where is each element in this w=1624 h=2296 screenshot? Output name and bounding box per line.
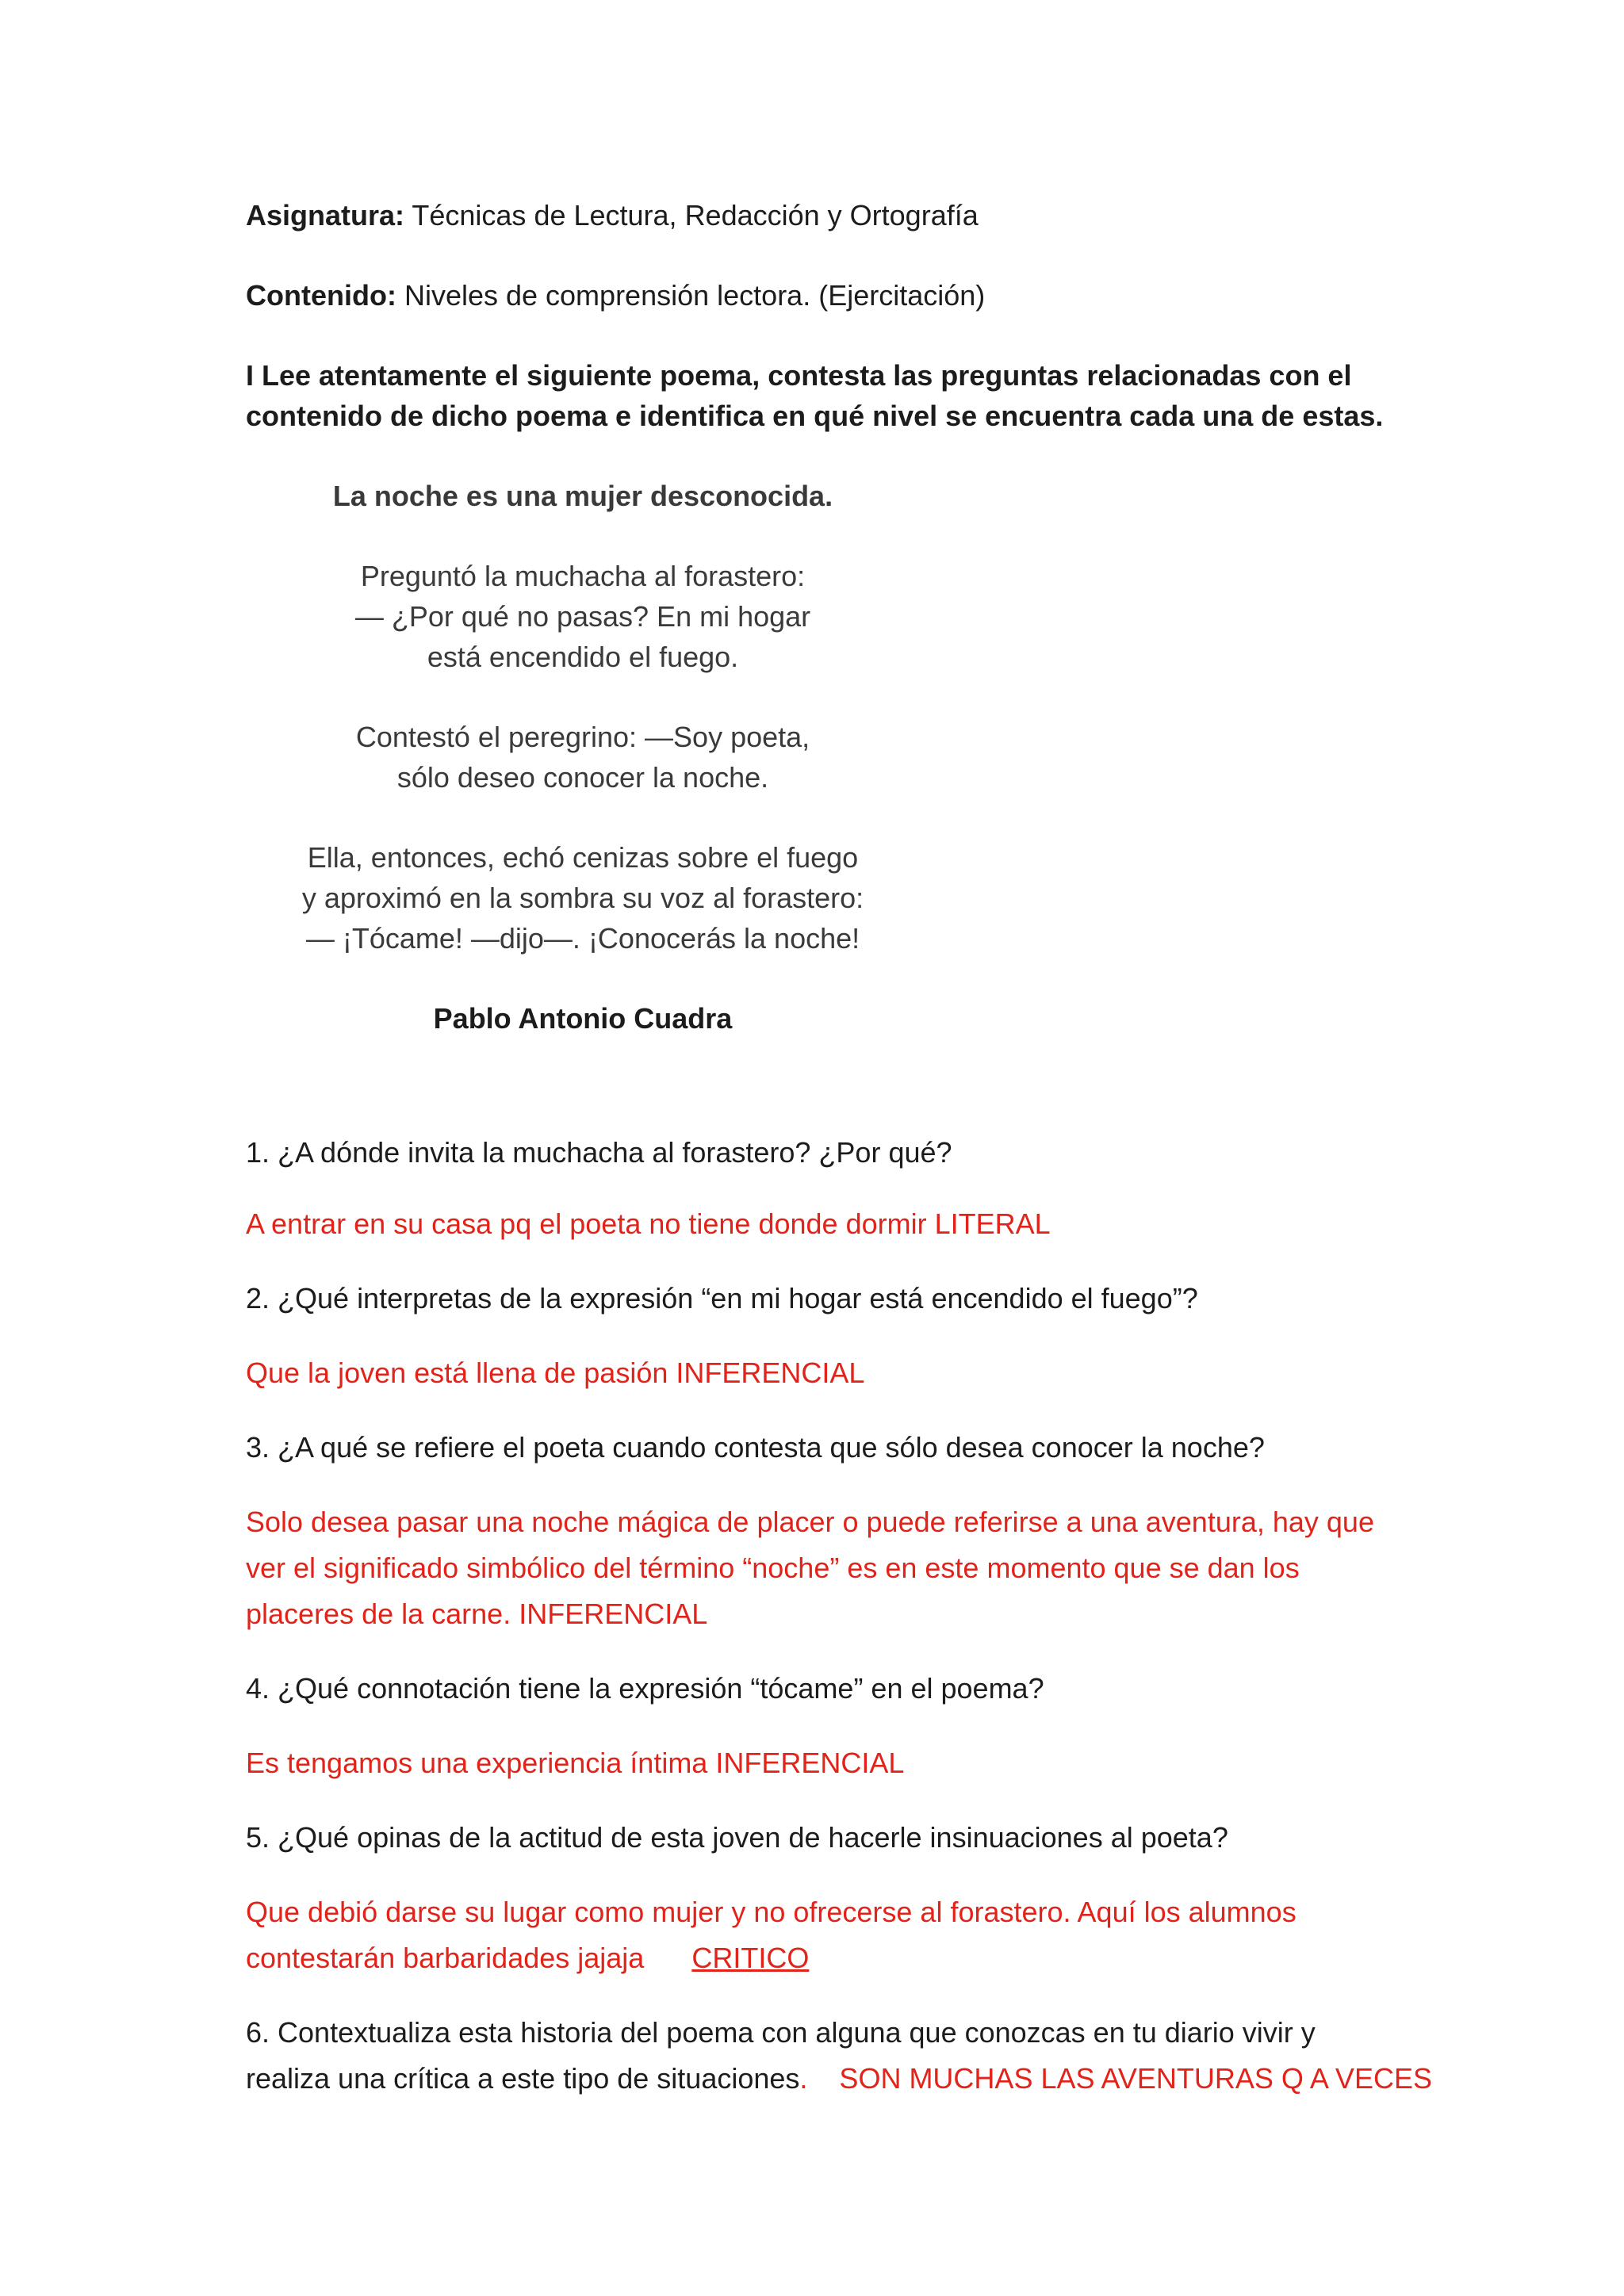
subject-line: [246, 195, 1435, 235]
question-6-line: [246, 2056, 1435, 2102]
question-5: 5. ¿Qué opinas de la actitud de esta joven de hacerle insinuaciones al poeta?: [246, 1821, 1228, 1854]
poem-author: Pablo Antonio Cuadra: [433, 1002, 733, 1035]
question-2: 2. ¿Qué interpretas de la expresión “en mi hogar está encendido el fuego”?: [246, 1282, 1198, 1314]
answer-5: [246, 1889, 1435, 1981]
poem-verse: Ella, entonces, echó cenizas sobre el fuego: [307, 841, 859, 874]
answer-4: Es tengamos una experiencia íntima INFERENCIAL: [246, 1747, 905, 1779]
answer-1: A entrar en su casa pq el poeta no tiene donde dormir LITERAL: [246, 1207, 1051, 1240]
question-4: 4. ¿Qué connotación tiene la expresión “tócame” en el poema?: [246, 1672, 1044, 1705]
answer-3-line: ver el significado simbólico del término “noche” es en este momento que se dan los: [246, 1552, 1300, 1584]
poem-stanza-1: [0, 556, 1166, 677]
answer-2: Que la joven está llena de pasión INFERENCIAL: [246, 1357, 865, 1389]
poem-verse: y aproximó en la sombra su voz al forastero:: [301, 882, 864, 914]
document-page: [246, 195, 1435, 2102]
poem-verse: Preguntó la muchacha al forastero:: [360, 560, 806, 592]
poem-verse: — ¿Por qué no pasas? En mi hogar: [354, 600, 811, 633]
answer-5-level: CRITICO: [691, 1942, 810, 1974]
question-6: [246, 2010, 1435, 2102]
answer-6: SON MUCHAS LAS AVENTURAS Q A VECES: [807, 2062, 1432, 2095]
poem-title: La noche es una mujer desconocida.: [332, 480, 833, 512]
question-1: 1. ¿A dónde invita la muchacha al forastero? ¿Por qué?: [246, 1136, 952, 1169]
instructions-line: contenido de dicho poema e identifica en qué nivel se encuentra cada una de estas.: [246, 400, 1384, 432]
subject-label: Asignatura:: [246, 199, 405, 232]
poem-stanza-2: [0, 717, 1166, 798]
content-line: [246, 275, 1435, 316]
poem: [0, 476, 1166, 1039]
poem-verse: sólo deseo conocer la noche.: [396, 761, 769, 794]
answer-5-line: [246, 1935, 1435, 1981]
poem-verse: está encendido el fuego.: [427, 641, 739, 673]
answer-3-line: Solo desea pasar una noche mágica de placer o puede referirse a una aventura, hay que: [246, 1506, 1374, 1538]
answer-3: [246, 1499, 1435, 1637]
question-6-line: 6. Contextualiza esta historia del poema con alguna que conozcas en tu diario vivir y: [246, 2016, 1316, 2049]
answer-5-text: contestarán barbaridades jajaja: [246, 1942, 692, 1974]
answer-3-line: placeres de la carne. INFERENCIAL: [246, 1598, 708, 1630]
content-value: Niveles de comprensión lectora. (Ejercitación): [396, 279, 986, 312]
content-label: Contenido:: [246, 279, 396, 312]
question-6-period: .: [799, 2062, 808, 2095]
poem-verse: Contestó el peregrino: —Soy poeta,: [355, 721, 810, 753]
instructions-line: I Lee atentamente el siguiente poema, contesta las preguntas relacionadas con el: [246, 359, 1352, 392]
subject-value: Técnicas de Lectura, Redacción y Ortografía: [404, 199, 979, 232]
answer-5-line: Que debió darse su lugar como mujer y no ofrecerse al forastero. Aquí los alumnos: [246, 1896, 1297, 1928]
instructions: [246, 355, 1435, 436]
question-3: 3. ¿A qué se refiere el poeta cuando contesta que sólo desea conocer la noche?: [246, 1431, 1265, 1464]
question-6-text: realiza una crítica a este tipo de situaciones: [246, 2062, 800, 2095]
poem-verse: — ¡Tócame! —dijo—. ¡Conocerás la noche!: [305, 922, 860, 955]
poem-stanza-3: [0, 837, 1166, 959]
